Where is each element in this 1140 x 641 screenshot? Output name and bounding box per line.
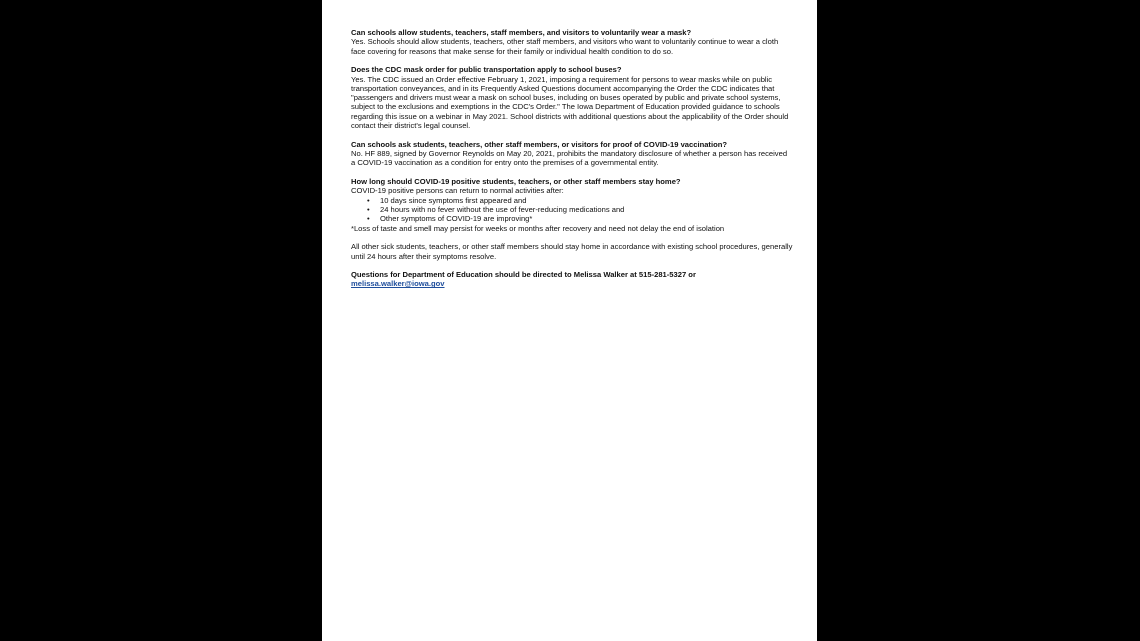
faq-cdc-bus-order <box>351 65 793 130</box>
list-item: • 10 days since symptoms first appeared and <box>380 196 793 205</box>
faq-question: How long should COVID-19 positive students, teachers, or other staff members stay home? <box>351 177 681 187</box>
contact-block <box>351 270 793 289</box>
faq-answer: No. HF 889, signed by Governor Reynolds on May 20, 2021, prohibits the mandatory disclosure of whether a person has received a COVID-19 vaccination as a condition for entry onto the premises of a governmental entity. <box>351 149 788 168</box>
faq-answer: Yes. Schools should allow students, teachers, other staff members, and visitors who want to voluntarily continue to wear a cloth face covering for reasons that make sense for their family or individual health condition to do so. <box>351 37 779 56</box>
footnote: *Loss of taste and smell may persist for weeks or months after recovery and need not delay the end of isolation <box>351 223 725 233</box>
faq-covid-isolation <box>351 177 793 233</box>
sick-note: All other sick students, teachers, or other staff members should stay home in accordance with existing school procedures, generally until 24 hours after their symptoms resolve. <box>351 242 793 261</box>
faq-answer: COVID-19 positive persons can return to normal activities after: <box>351 186 564 196</box>
list-item: • Other symptoms of COVID-19 are improving* <box>380 214 793 223</box>
list-item: • 24 hours with no fever without the use of fever-reducing medications and <box>380 205 793 214</box>
faq-mask-voluntary <box>351 28 793 56</box>
faq-question: Can schools allow students, teachers, staff members, and visitors to voluntarily wear a mask? <box>351 28 692 37</box>
faq-vaccination-proof <box>351 140 793 168</box>
document-page <box>322 0 817 641</box>
email-link[interactable]: melissa.walker@iowa.gov <box>351 279 445 289</box>
criteria-list <box>351 196 793 224</box>
contact-text: Questions for Department of Education should be directed to Melissa Walker at 515-281-5327 or <box>351 270 696 280</box>
faq-question: Can schools ask students, teachers, other staff members, or visitors for proof of COVID-19 vaccination? <box>351 139 727 149</box>
document-content <box>351 28 793 298</box>
faq-answer: Yes. The CDC issued an Order effective February 1, 2021, imposing a requirement for persons to wear masks while on public transportation conveyances, and in its Frequently Asked Questions document accompanying the Order the CDC indicates that "passengers and drivers must wear a mask on school buses, including on buses operated by public and private school systems, subject to the exclusions and exemptions in the CDC's Order." The Iowa Department of Education provided guidance to schools regarding this issue on a webinar in May 2021. School districts with additional questions about the applicability of the Order should contact their district's legal counsel. <box>351 74 789 131</box>
faq-question: Does the CDC mask order for public transportation apply to school buses? <box>351 65 622 75</box>
